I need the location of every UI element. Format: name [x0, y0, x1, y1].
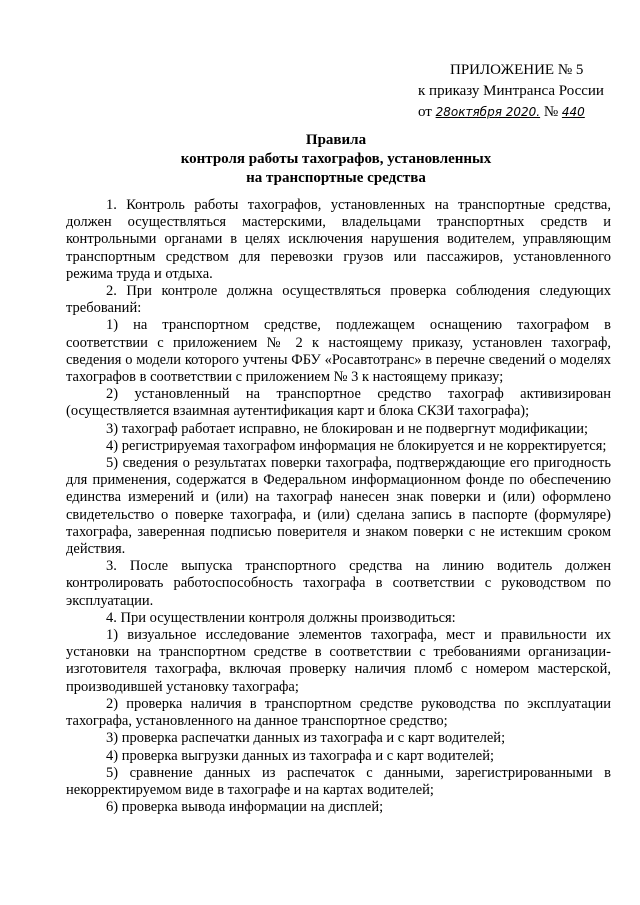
list-item: 1) визуальное исследование элементов тахографа, мест и правильности их установки на транспортном средстве в соответствии с требованиями организации-изготовителя тахографа, включая проверку наличия пломб с номером мастерской, производившей установку тахографа; — [66, 627, 611, 695]
number-sign: № — [543, 104, 559, 120]
title-line-2: контроля работы тахографов, установленных — [180, 151, 492, 167]
paragraph-3: 3. После выпуска транспортного средства на линию водитель должен контролировать работоспособность тахографа в соответствии с руководством по эксплуатации. — [66, 558, 611, 609]
handwritten-date: 28октября 2020. — [435, 105, 541, 119]
title-line-3: на транспортные средства — [246, 170, 426, 186]
title-line-1: Правила — [305, 132, 367, 148]
paragraph-4: 4. При осуществлении контроля должны производиться: — [106, 609, 456, 626]
paragraph-2: 2. При контроле должна осуществляться проверка соблюдения следующих требований: — [66, 283, 611, 317]
list-item: 6) проверка вывода информации на дисплей; — [106, 799, 384, 816]
document-title — [80, 131, 592, 188]
list-item: 2) установленный на транспортное средство тахограф активизирован (осуществляется взаимная аутентификация карт и блока СКЗИ тахографа); — [66, 386, 611, 420]
handwritten-number: 440 — [561, 105, 585, 119]
list-item: 3) тахограф работает исправно, не блокирован и не подвергнут модификации; — [106, 420, 588, 437]
list-item: 4) проверка выгрузки данных из тахографа и с карт водителей; — [106, 747, 495, 764]
appendix-header — [418, 60, 638, 123]
list-item: 4) регистрируемая тахографом информация не блокируется и не корректируется; — [106, 437, 607, 454]
list-item: 5) сравнение данных из распечаток с данными, зарегистрированными в некорректируемом виде в тахографе и на картах водителей; — [66, 764, 611, 798]
list-item: 5) сведения о результатах поверки тахографа, подтверждающие его пригодность для применения, содержатся в Федеральном информационном фонде по обеспечению единства измерений и (или) на тахограф нанесен знак поверки и (или) оформлено свидетельство о поверке тахографа, и (или) сделана запись в паспорте (формуляре) тахографа, заверенная подписью поверителя и знаком поверки с не истекшим сроком действия. — [66, 455, 611, 558]
list-item: 1) на транспортном средстве, подлежащем оснащению тахографом в соответствии с приложением № 2 к настоящему приказу, установлен тахограф, сведения о модели которого учтены ФБУ «Росавтотранс» в перечне сведений о моделях тахографов в соответствии с приложением № 3 к настоящему приказу; — [66, 317, 611, 386]
list-item: 2) проверка наличия в транспортном средстве руководства по эксплуатации тахографа, установленного на данное транспортное средство; — [66, 695, 611, 730]
paragraph-1: 1. Контроль работы тахографов, установленных на транспортные средства, должен осуществляться мастерскими, владельцами транспортных средств и контрольными органами в целях исключения нарушения водителем, управляющим транспортным средством для перевозки грузов или пассажиров, установленного режима труда и отдыха. — [66, 197, 611, 282]
appendix-number: ПРИЛОЖЕНИЕ № 5 — [450, 62, 584, 78]
list-item: 3) проверка распечатки данных из тахографа и с карт водителей; — [106, 730, 506, 747]
appendix-date-line — [418, 102, 638, 123]
document-body — [66, 197, 611, 816]
appendix-order-ref: к приказу Минтранса России — [418, 83, 604, 99]
date-prefix: от — [418, 104, 432, 120]
